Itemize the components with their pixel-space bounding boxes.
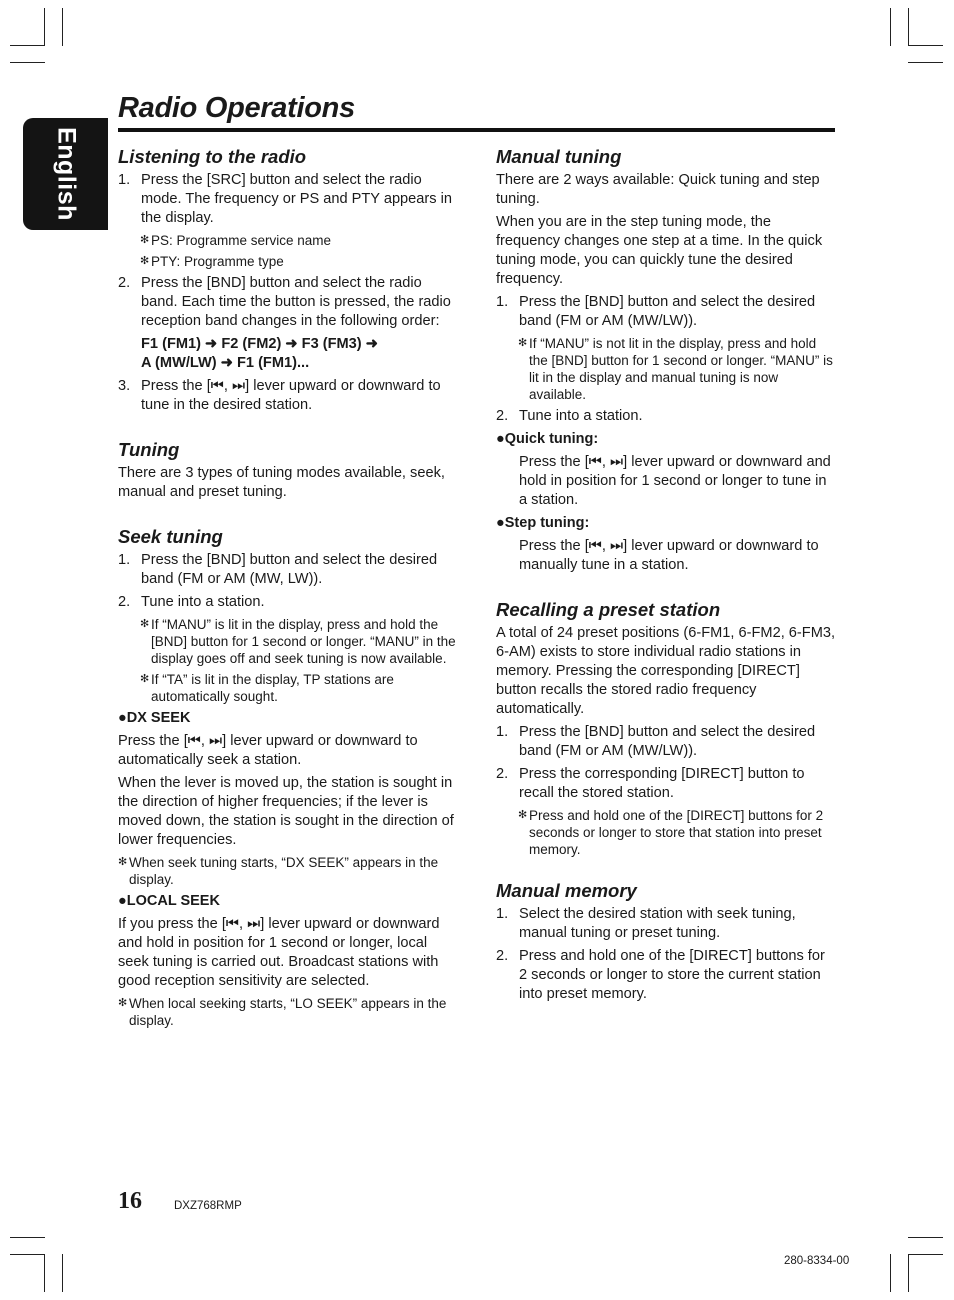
- step-text: Tune into a station.: [141, 594, 265, 610]
- paragraph: Press the [⏮, ⏭] lever upward or downward to manually tune in a station.: [519, 538, 819, 573]
- language-tab: [23, 118, 108, 230]
- step-text: Press the [BND] button and select the radio band. Each time the button is pressed, the radio reception band changes in the following order:: [141, 275, 451, 329]
- section-heading: Manual tuning: [496, 146, 622, 167]
- note: [118, 616, 458, 667]
- paragraph: When the lever is moved up, the station is sought in the direction of higher frequencies; if the lever is moved down, the station is sought in the direction of lower frequencies.: [118, 775, 454, 848]
- band-sequence: F1 (FM1) ➜ F2 (FM2) ➜ F3 (FM3) ➜: [141, 336, 378, 352]
- paragraph: There are 2 ways available: Quick tuning and step tuning.: [496, 172, 820, 207]
- note: [118, 232, 458, 249]
- model-number: DXZ768RMP: [174, 1200, 242, 1212]
- note-text: PTY: Programme type: [151, 254, 284, 269]
- step-text: Press the [BND] button and select the desired band (FM or AM (MW/LW)).: [519, 724, 816, 759]
- note: [118, 671, 458, 705]
- crop-mark: [10, 1237, 45, 1238]
- left-column: [118, 146, 458, 1033]
- title-rule: [118, 128, 835, 132]
- step: [496, 765, 836, 803]
- crop-mark: [10, 1254, 45, 1255]
- step: [118, 274, 458, 331]
- step-text: Press and hold one of the [DIRECT] buttons for 2 seconds or longer to store the current station into preset memory.: [519, 948, 825, 1002]
- step-text: Press the [SRC] button and select the radio mode. The frequency or PS and PTY appears in the display.: [141, 172, 452, 226]
- step: [496, 723, 836, 761]
- step-number: 1.: [496, 294, 509, 310]
- step-number: 1.: [496, 906, 509, 922]
- crop-mark: [890, 1254, 891, 1292]
- paragraph: There are 3 types of tuning modes available, seek, manual and preset tuning.: [118, 465, 445, 500]
- step: [118, 593, 458, 612]
- note-text: If “MANU” is not lit in the display, press and hold the [BND] button for 1 second or longer. “MANU” is lit in the display and manual tuning is now available.: [529, 336, 833, 402]
- step: [496, 293, 836, 331]
- note-text: When seek tuning starts, “DX SEEK” appears in the display.: [129, 855, 439, 887]
- step-number: 2.: [118, 275, 131, 291]
- crop-mark: [890, 8, 891, 46]
- note: [118, 253, 458, 270]
- step-text: Press the corresponding [DIRECT] button to recall the stored station.: [519, 766, 805, 801]
- quick-tuning-label: ●Quick tuning:: [496, 431, 599, 447]
- crop-mark: [62, 8, 63, 46]
- step-text: Select the desired station with seek tuning, manual tuning or preset tuning.: [519, 906, 796, 941]
- step: [118, 171, 458, 228]
- note-text: Press and hold one of the [DIRECT] buttons for 2 seconds or longer to store that station into preset memory.: [529, 808, 824, 857]
- step-number: 2.: [496, 408, 509, 424]
- note: [496, 335, 836, 403]
- crop-mark: [908, 8, 909, 46]
- step-text: Press the [⏮, ⏭] lever upward or downward to tune in the desired station.: [141, 378, 441, 413]
- step-number: 2.: [496, 766, 509, 782]
- crop-mark: [44, 8, 45, 46]
- asterisk-icon: ✻: [518, 809, 528, 821]
- section-manual-memory: [496, 880, 836, 1004]
- step-number: 1.: [118, 172, 131, 188]
- step-number: 3.: [118, 378, 131, 394]
- step-number: 2.: [118, 594, 131, 610]
- section-manual-tuning: [496, 146, 836, 575]
- document-number: 280-8334-00: [784, 1255, 850, 1267]
- note-text: If “TA” is lit in the display, TP stations are automatically sought.: [151, 672, 394, 704]
- section-tuning: [118, 439, 458, 502]
- paragraph: If you press the [⏮, ⏭] lever upward or downward and hold in position for 1 second or longer, local seek tuning is carried out. Broadcast stations with good reception sensitivity are selected.: [118, 916, 440, 989]
- section-heading: Manual memory: [496, 880, 637, 901]
- step-text: Press the [BND] button and select the desired band (FM or AM (MW, LW)).: [141, 552, 438, 587]
- step-text: Tune into a station.: [519, 408, 643, 424]
- step-text: Press the [BND] button and select the desired band (FM or AM (MW/LW)).: [519, 294, 816, 329]
- spacer: [496, 579, 836, 599]
- band-sequence: A (MW/LW) ➜ F1 (FM1)...: [141, 355, 310, 371]
- right-column: [496, 146, 836, 1008]
- asterisk-icon: ✻: [140, 618, 150, 630]
- paragraph: When you are in the step tuning mode, the frequency changes one step at a time. In the quick tuning mode, you can quickly tune the desired frequency.: [496, 214, 823, 287]
- step: [496, 905, 836, 943]
- spacer: [118, 419, 458, 439]
- language-tab-label: English: [52, 127, 80, 221]
- asterisk-icon: ✻: [140, 255, 150, 267]
- paragraph: Press the [⏮, ⏭] lever upward or downward and hold in position for 1 second or longer to tune in a station.: [519, 454, 831, 508]
- paragraph: A total of 24 preset positions (6-FM1, 6-FM2, 6-FM3, 6-AM) exists to store individual radio stations in memory. Pressing the corresponding [DIRECT] button recalls the stored radio frequency automatically.: [496, 625, 836, 717]
- note: [118, 995, 458, 1029]
- crop-mark: [10, 45, 45, 46]
- step-tuning-label: ●Step tuning:: [496, 515, 590, 531]
- step-number: 2.: [496, 948, 509, 964]
- step: [496, 947, 836, 1004]
- paragraph: Press the [⏮, ⏭] lever upward or downward to automatically seek a station.: [118, 733, 418, 768]
- note: [118, 854, 458, 888]
- asterisk-icon: ✻: [140, 234, 150, 246]
- spacer: [118, 506, 458, 526]
- section-recall-preset: [496, 599, 836, 858]
- step: [496, 407, 836, 426]
- crop-mark: [908, 1254, 909, 1292]
- crop-mark: [10, 62, 45, 63]
- section-heading: Tuning: [118, 439, 180, 460]
- page-title: Radio Operations: [118, 92, 355, 124]
- step: [118, 377, 458, 415]
- note-text: PS: Programme service name: [151, 233, 332, 248]
- dx-seek-label: ●DX SEEK: [118, 710, 191, 726]
- asterisk-icon: ✻: [118, 997, 128, 1009]
- crop-mark: [908, 62, 943, 63]
- crop-mark: [62, 1254, 63, 1292]
- asterisk-icon: ✻: [518, 337, 528, 349]
- step-number: 1.: [118, 552, 131, 568]
- asterisk-icon: ✻: [140, 673, 150, 685]
- crop-mark: [908, 1237, 943, 1238]
- section-heading: Recalling a preset station: [496, 599, 721, 620]
- section-seek-tuning: [118, 526, 458, 1029]
- crop-mark: [908, 1254, 943, 1255]
- note: [496, 807, 836, 858]
- crop-mark: [908, 45, 943, 46]
- section-listening: [118, 146, 458, 415]
- note-text: When local seeking starts, “LO SEEK” appears in the display.: [129, 996, 447, 1028]
- note-text: If “MANU” is lit in the display, press and hold the [BND] button for 1 second or longer. “MANU” in the display goes off and seek tuning is now available.: [151, 617, 456, 666]
- page-number: 16: [118, 1188, 142, 1214]
- local-seek-label: ●LOCAL SEEK: [118, 893, 220, 909]
- section-heading: Listening to the radio: [118, 146, 307, 167]
- spacer: [496, 862, 836, 880]
- asterisk-icon: ✻: [118, 856, 128, 868]
- section-heading: Seek tuning: [118, 526, 223, 547]
- step: [118, 551, 458, 589]
- step-number: 1.: [496, 724, 509, 740]
- crop-mark: [44, 1254, 45, 1292]
